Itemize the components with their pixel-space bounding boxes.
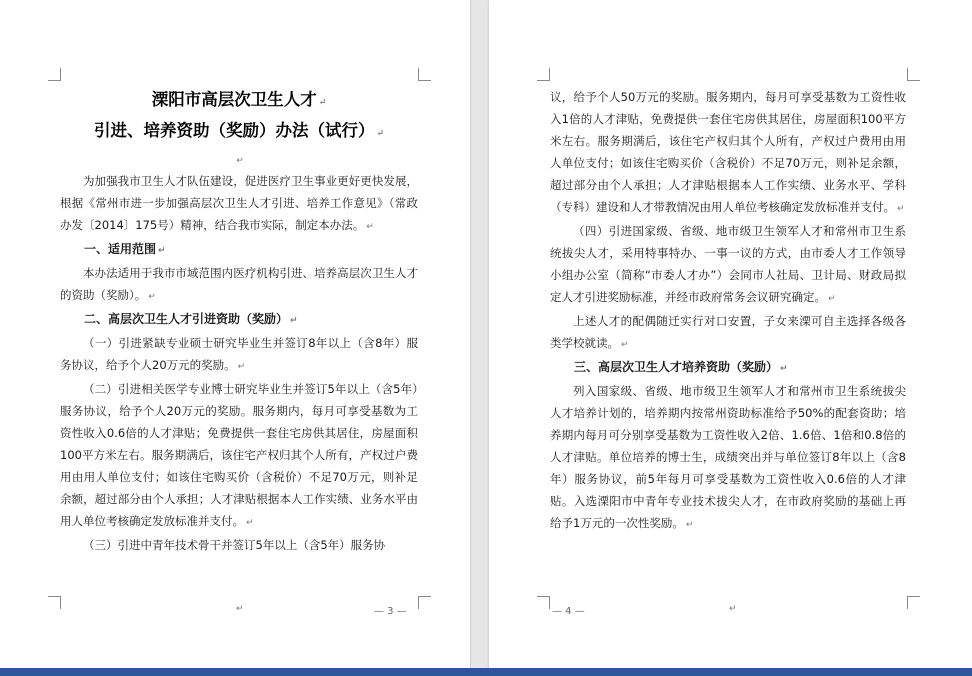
margin-corner-top-left <box>48 68 61 81</box>
document-title-line2: 引进、培养资助（奖励）办法（试行） ↵ <box>93 121 385 140</box>
margin-corner-top-left <box>537 68 550 81</box>
section-heading-scope: 一、适用范围 ↵ <box>84 242 166 256</box>
footer-paragraph-mark: ↵ <box>236 604 244 614</box>
item-2-paragraph: （二）引进相关医学专业博士研究毕业生并签订5年以上（含5年）服务协议，给予个人20万元的奖励。服务期内，每月可享受基数为工资性收入0.6倍的人才津贴；免费提供一套住宅房供其居住，房屋面积100平方米左右。服务期满后，该住宅产权归其个人所有，产权过户费用由用人单位支付；如该住宅购买价（含税价）不足70万元，则补足余额，超过部分由个人承担；人才津贴根据本人工作实绩、业务水平由用人单位考核确定发放标准并支付。 ↵ <box>60 382 418 528</box>
item-3-paragraph: （三）引进中青年技术骨干并签订5年以上（含5年）服务协 <box>83 538 386 552</box>
page-4-body[interactable] <box>550 86 906 536</box>
intro-paragraph: 为加强我市卫生人才队伍建设，促进医疗卫生事业更好更快发展，根据《常州市进一步加强高层次卫生人才引进、培养工作意见》（常政办发〔2014〕175号）精神，结合我市实际，制定本办法。 ↵ <box>60 174 418 232</box>
page-number: — 4 — <box>552 606 585 617</box>
section-heading-recruitment: 二、高层次卫生人才引进资助（奖励） ↵ <box>84 312 298 326</box>
blank-line: ↵ <box>236 156 244 166</box>
training-paragraph: 列入国家级、省级、地市级卫生领军人才和常州市卫生系统拔尖人才培养计划的，培养期内按常州资助标准给予50%的配套资助；培养期内每月可分别享受基数为工资性收入2倍、1.6倍、1倍和0.8倍的人才津贴。单位培养的博士生，成绩突出并与单位签订8年以上（含8年）服务协议，前5年每月可享受基数为工资性收入0.6倍的人才津贴。入选溧阳市中青年专业技术拔尖人才，在市政府奖励的基础上再给予1万元的一次性奖励。 ↵ <box>550 384 906 530</box>
margin-corner-top-right <box>907 68 920 81</box>
page-3-body[interactable] <box>60 86 418 556</box>
margin-corner-bottom-right <box>418 596 431 609</box>
margin-corner-bottom-right <box>907 596 920 609</box>
item-4-paragraph: （四）引进国家级、省级、地市级卫生领军人才和常州市卫生系统拔尖人才，采用特事特办、一事一议的方式，由市委人才工作领导小组办公室（简称“市委人才办”）会同市人社局、卫计局、财政局拟定人才引进奖励标准，并经市政府常务会议研究确定。 ↵ <box>550 224 906 304</box>
page-gap <box>470 0 489 668</box>
margin-corner-bottom-left <box>48 596 61 609</box>
page-number: — 3 — <box>374 606 407 617</box>
document-page-3[interactable] <box>0 0 470 668</box>
family-paragraph: 上述人才的配偶随迁实行对口安置，子女来溧可自主选择各级各类学校就读。 ↵ <box>550 314 906 350</box>
item-3-continued-paragraph: 议，给予个人50万元的奖励。服务期内，每月可享受基数为工资性收入1倍的人才津贴，免费提供一套住宅房供其居住，房屋面积100平方米左右。服务期满后，该住宅产权归其个人所有，产权过户费用由用人单位支付；如该住宅购买价（含税价）不足70万元，则补足余额，超过部分由个人承担；人才津贴根据本人工作实绩、业务水平、学科（专科）建设和人才带教情况由用人单位考核确定发放标准并支付。 ↵ <box>550 90 906 214</box>
scope-paragraph: 本办法适用于我市市域范围内医疗机构引进、培养高层次卫生人才的资助（奖励）。 ↵ <box>60 266 418 302</box>
item-1-paragraph: （一）引进紧缺专业硕士研究毕业生并签订8年以上（含8年）服务协议，给予个人20万元的奖励。 ↵ <box>60 336 418 372</box>
section-heading-training: 三、高层次卫生人才培养资助（奖励） ↵ <box>574 360 788 374</box>
status-bar-strip <box>0 668 972 676</box>
footer-paragraph-mark: ↵ <box>729 604 737 614</box>
margin-corner-bottom-left <box>537 596 550 609</box>
document-title-line1: 溧阳市高层次卫生人才 ↵ <box>151 90 327 109</box>
margin-corner-top-right <box>418 68 431 81</box>
